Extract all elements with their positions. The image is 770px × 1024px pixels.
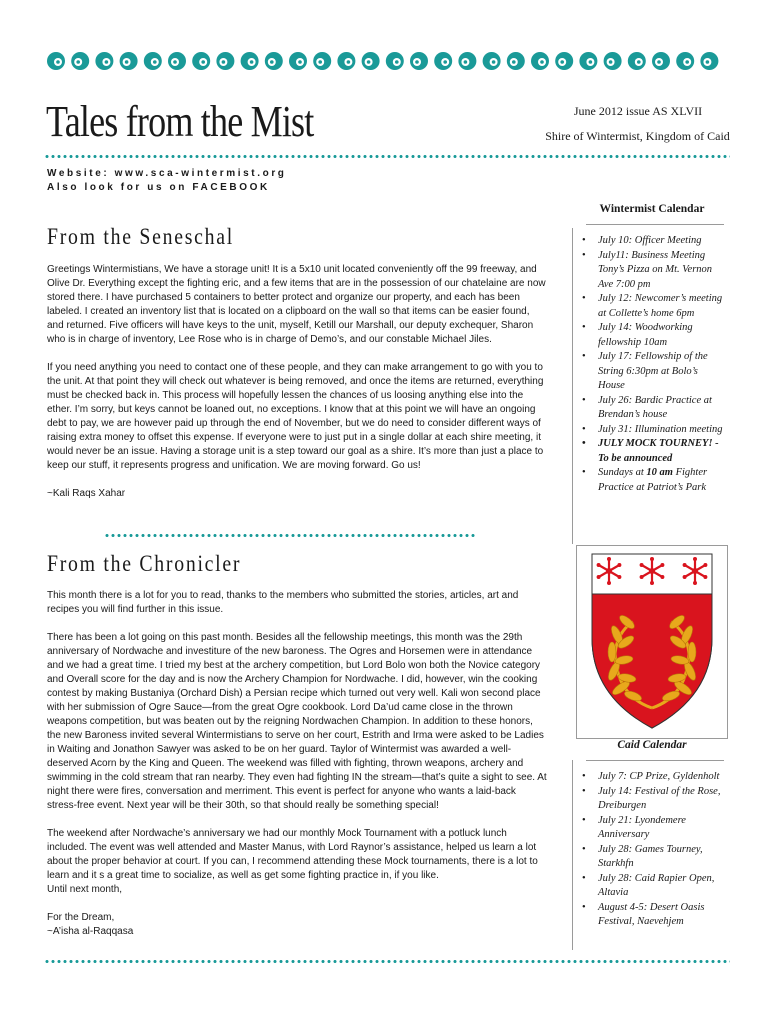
wave-scroll-icon xyxy=(216,52,234,70)
caid-calendar-rule xyxy=(586,760,724,761)
calendar-item: • July 26: Bardic Practice at Brendan’s house xyxy=(578,394,724,423)
seneschal-paragraph: Greetings Wintermistians, We have a storage unit! It is a 5x10 unit located conveniently off the 99 freeway, and Olive Dr. Everything except the fighting eric, and a few items that are in the possession of our chatelaine are now stored there. I have purchased 5 containers to better protect and organize our property, and each has been labeled. I created an inventory list that is located on a clipboard on the wall so that items can be easier found, and returned. Five officers will have keys to the unit, myself, Ketill our Marshall, our deputy exchequer, Sharon who is in charge of inventory, Lee Rose who is in charge of Demo’s, and our constable Michael Jiles. xyxy=(47,264,546,345)
wave-scroll-icon xyxy=(362,52,380,70)
wave-scroll-icon xyxy=(313,52,331,70)
wintermist-calendar-rule xyxy=(586,224,724,225)
wave-scroll-icon xyxy=(265,52,283,70)
chronicler-signature: ~A’isha al-Raqqasa xyxy=(47,926,134,937)
chronicler-heading: From the Chronicler xyxy=(47,551,242,576)
calendar-item: • July 28: Games Tourney, Starkhfn xyxy=(578,843,724,872)
wave-scroll-icon xyxy=(579,52,597,70)
wave-border-decoration xyxy=(44,46,724,76)
caid-calendar-list xyxy=(578,770,724,930)
wave-scroll-icon xyxy=(241,52,259,70)
calendar-item: • July 14: Festival of the Rose, Dreiburgen xyxy=(578,785,724,814)
wave-scroll-icon xyxy=(555,52,573,70)
wintermist-calendar-list xyxy=(578,234,724,495)
calendar-item: • July 17: Fellowship of the String 6:30pm at Bolo’s House xyxy=(578,350,724,394)
wave-scroll-icon xyxy=(95,52,113,70)
calendar-item: • July 7: CP Prize, Gyldenholt xyxy=(578,770,724,785)
wave-scroll-icon xyxy=(120,52,138,70)
website-line[interactable]: Website: www.sca-wintermist.org xyxy=(47,168,287,179)
emphasis-text: 10 am xyxy=(646,467,673,478)
calendar-item: • July 21: Lyondemere Anniversary xyxy=(578,814,724,843)
chronicler-closing: Until next month, xyxy=(47,884,123,895)
wave-scroll-icon xyxy=(144,52,162,70)
wave-scroll-icon xyxy=(652,52,670,70)
facebook-line: Also look for us on FACEBOOK xyxy=(47,182,270,193)
calendar-item: • July 10: Officer Meeting xyxy=(578,234,724,249)
calendar-item: • July 28: Caid Rapier Open, Altavia xyxy=(578,872,724,901)
calendar-item: • July11: Business Meeting Tony’s Pizza on Mt. Vernon Ave 7:00 pm xyxy=(578,249,724,293)
footer-dotted-divider xyxy=(44,960,730,963)
seneschal-signature: ~Kali Raqs Xahar xyxy=(47,488,126,499)
sidebar-left-rule xyxy=(572,228,573,544)
wave-scroll-icon xyxy=(386,52,404,70)
calendar-item: • July 31: Illumination meeting xyxy=(578,423,724,438)
calendar-item: • JULY MOCK TOURNEY! - To be announced xyxy=(578,437,724,466)
wave-scroll-icon xyxy=(168,52,186,70)
calendar-item: • July 14: Woodworking fellowship 10am xyxy=(578,321,724,350)
wave-scroll-icon xyxy=(192,52,210,70)
seneschal-paragraph: If you need anything you need to contact one of these people, and they can make arrangement to go with you to the unit. At that point they will check out whatever is being removed, and once the items are returned, everything must be checked back in. This process will hopefully lessen the chances of us loosing anything else into the ether. I’m sorry, but keys cannot be loaned out, no exceptions. I know that at this point we will have an ongoing debt to pay, we are however paid up through the end of November, but we do need to consider different ways of raising extra money to offset this expense. If everyone were to just put in a single dollar at each shire meeting, it would never be an issue. Having a storage unit is a step toward our goal as a shire. It’s more than just a place to keep our stuff, it represents progress and unification. We are moving forward. Go us! xyxy=(47,362,544,471)
shire-device-shield xyxy=(577,546,727,738)
wave-scroll-icon xyxy=(434,52,452,70)
section-dotted-divider xyxy=(104,534,476,537)
wave-scroll-icon xyxy=(458,52,476,70)
newsletter-title: Tales from the Mist xyxy=(46,97,314,146)
chronicler-body xyxy=(47,589,547,953)
calendar-item: • July 12: Newcomer’s meeting at Collette’s home 6pm xyxy=(578,292,724,321)
seneschal-body xyxy=(47,263,547,515)
shire-label: Shire of Wintermist, Kingdom of Caid xyxy=(545,129,730,143)
calendar-item: • Sundays at 10 am Fighter Practice at Patriot’s Park xyxy=(578,466,724,495)
wave-scroll-icon xyxy=(531,52,549,70)
wave-scroll-icon xyxy=(628,52,646,70)
seneschal-heading: From the Seneschal xyxy=(47,224,234,249)
wave-scroll-icon xyxy=(410,52,428,70)
chronicler-closing: For the Dream, xyxy=(47,912,115,923)
wintermist-calendar-heading: Wintermist Calendar xyxy=(599,203,705,215)
chronicler-paragraph: There has been a lot going on this past month. Besides all the fellowship meetings, this month was the 29th anniversary of Nordwache and investiture of the new baroness. The Ogres and Horsemen were in attendance and we had a great time. I tried my best at the archery competition, but Lord Bolo won both the Novice category and Overall score for the day and is now the Archery Champion for Nordwache. I did, however, win the cooking contest by making Bustaniya (Orchard Dish) a Persian recipe which turned out very well. Kali won second place with her submission of Ogre Sauce—from the great Ogre cookbook. Lord Da’ud came close in the thrown weapons competition, but was beaten out by the reigning Nordwachen Champion. In addition to these honors, the new Baroness invited several Wintermistians to serve on her court, Estrith and Irma were asked to be Ladies in Waiting and Jonathon Sawyer was asked to be on her guard. Taylor of Wintermist was awarded a well-deserved Acorn by the King and Queen. The weekend was filled with fighting, thrown weapons, archery and swimming in the cold stream that ran nearby. They even had fighting IN the stream—that’s quite a sight to see. At night there were fires, conversation and merriment. This event is perfect for anyone who wants a laid-back stress-free event. Next year will be their 30th, so that should really be something special! xyxy=(47,632,547,811)
header-dotted-divider xyxy=(44,155,730,158)
wave-scroll-icon xyxy=(676,52,694,70)
wave-scroll-icon xyxy=(71,52,89,70)
chronicler-paragraph: The weekend after Nordwache’s anniversary we had our monthly Mock Tournament with a potluck lunch included. The event was well attended and Master Manus, with Lord Raynor’s assistance, helped us learn a lot about the proper behavior at court. If you can, I recommend attending these Mock tournaments, there is a lot to learn and it s a great time to socialize, as well as get some fighting practice in, if you like. xyxy=(47,828,538,881)
caid-calendar-heading: Caid Calendar xyxy=(617,739,687,751)
wave-scroll-icon xyxy=(700,52,718,70)
wave-scroll-icon xyxy=(604,52,622,70)
wave-scroll-icon xyxy=(507,52,525,70)
caid-calendar-left-rule xyxy=(572,760,573,950)
wave-scroll-icon xyxy=(483,52,501,70)
calendar-item: • August 4-5: Desert Oasis Festival, Naevehjem xyxy=(578,901,724,930)
issue-label: June 2012 issue AS XLVII xyxy=(573,104,703,118)
wave-scroll-icon xyxy=(289,52,307,70)
shire-device-frame xyxy=(576,545,728,739)
wave-scroll-icon xyxy=(47,52,65,70)
wave-scroll-icon xyxy=(337,52,355,70)
chronicler-paragraph: This month there is a lot for you to read, thanks to the members who submitted the stories, articles, art and recipes you will find further in this issue. xyxy=(47,590,519,615)
